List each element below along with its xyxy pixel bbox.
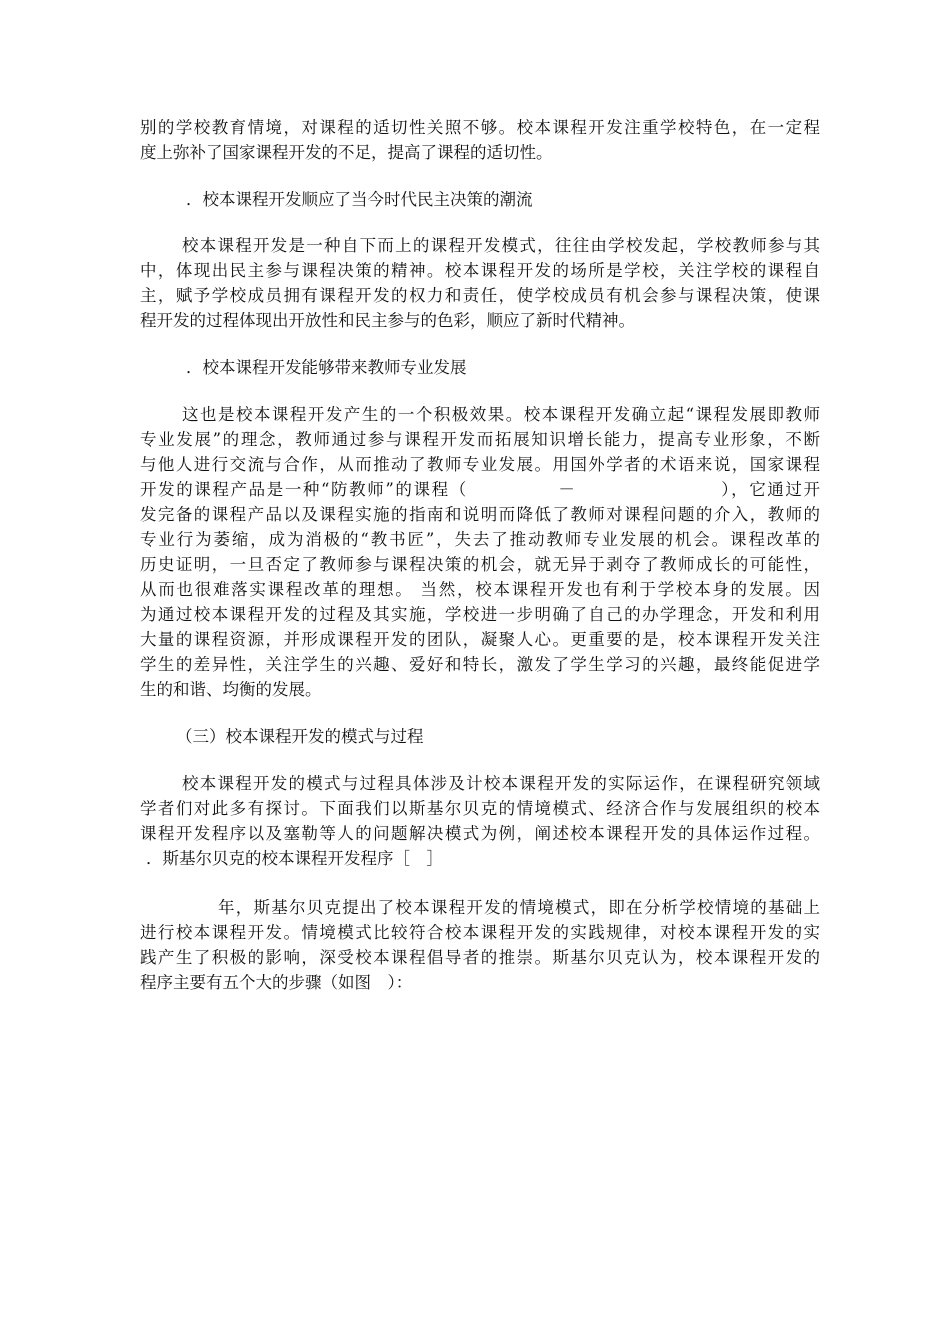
teacher-paragraph-line-9: 为通过校本课程开发的过程及其实施，学校进一步明确了自己的办学理念，开发和利用: [140, 605, 820, 624]
skilbeck-paragraph-line-1: 年，斯基尔贝克提出了校本课程开发的情境模式，即在分析学校情境的基础上: [218, 898, 820, 917]
teacher-paragraph-line-12: 生的和谐、均衡的发展。: [140, 680, 322, 699]
teacher-paragraph-line-2: 专业发展”的理念，教师通过参与课程开发而拓展知识增长能力，提高专业形象，不断: [140, 430, 820, 449]
democracy-paragraph-line-1: 校本课程开发是一种自下而上的课程开发模式，往往由学校发起，学校教师参与其: [182, 236, 820, 255]
democracy-paragraph-line-4: 程开发的过程体现出开放性和民主参与的色彩，顺应了新时代精神。: [140, 311, 635, 330]
heading-teacher-development: ．校本课程开发能够带来教师专业发展: [186, 358, 467, 377]
intro-paragraph-line-1: 别的学校教育情境，对课程的适切性关照不够。校本课程开发注重学校特色，在一定程: [140, 118, 820, 137]
teacher-paragraph-line-11: 学生的差异性，关注学生的兴趣、爱好和特长，激发了学生学习的兴趣，最终能促进学: [140, 655, 820, 674]
heading-democracy: ．校本课程开发顺应了当今时代民主决策的潮流: [186, 190, 533, 209]
teacher-paragraph-line-3: 与他人进行交流与合作，从而推动了教师专业发展。用国外学者的术语来说，国家课程: [140, 455, 820, 474]
teacher-paragraph-line-4: 开发的课程产品是一种“防教师”的课程（ － ），它通过开: [140, 480, 820, 499]
skilbeck-paragraph-line-3: 践产生了积极的影响，深受校本课程倡导者的推崇。斯基尔贝克认为，校本课程开发的: [140, 948, 820, 967]
skilbeck-paragraph-line-4: 程序主要有五个大的步骤（如图 ）：: [140, 973, 413, 992]
intro-paragraph-line-2: 度上弥补了国家课程开发的不足，提高了课程的适切性。: [140, 143, 553, 162]
teacher-paragraph-line-1: 这也是校本课程开发产生的一个积极效果。校本课程开发确立起“课程发展即教师: [182, 405, 820, 424]
models-paragraph-line-1: 校本课程开发的模式与过程具体涉及计校本课程开发的实际运作，在课程研究领域: [182, 774, 820, 793]
teacher-paragraph-line-8: 从而也很难落实课程改革的理想。 当然，校本课程开发也有利于学校本身的发展。因: [140, 580, 820, 599]
democracy-paragraph-line-2: 中，体现出民主参与课程决策的精神。校本课程开发的场所是学校，关注学校的课程自: [140, 261, 820, 280]
heading-section-three: （三）校本课程开发的模式与过程: [176, 727, 424, 746]
teacher-paragraph-line-7: 历史证明，一旦否定了教师参与课程决策的机会，就无异于剥夺了教师成长的可能性，: [140, 555, 820, 574]
models-paragraph-line-3: 课程开发程序以及塞勒等人的问题解决模式为例，阐述校本课程开发的具体运作过程。: [140, 824, 820, 843]
skilbeck-paragraph-line-2: 进行校本课程开发。情境模式比较符合校本课程开发的实践规律，对校本课程开发的实: [140, 923, 820, 942]
democracy-paragraph-line-3: 主，赋予学校成员拥有课程开发的权力和责任，使学校成员有机会参与课程决策，使课: [140, 286, 820, 305]
teacher-paragraph-line-10: 大量的课程资源，并形成课程开发的团队，凝聚人心。更重要的是，校本课程开发关注: [140, 630, 820, 649]
teacher-paragraph-line-5: 发完备的课程产品以及课程实施的指南和说明而降低了教师对课程问题的介入，教师的: [140, 505, 820, 524]
teacher-paragraph-line-6: 专业行为萎缩，成为消极的“教书匠”，失去了推动教师专业发展的机会。课程改革的: [140, 530, 820, 549]
skilbeck-subheading: ．斯基尔贝克的校本课程开发程序［ ］: [146, 849, 443, 868]
models-paragraph-line-2: 学者们对此多有探讨。下面我们以斯基尔贝克的情境模式、经济合作与发展组织的校本: [140, 799, 820, 818]
